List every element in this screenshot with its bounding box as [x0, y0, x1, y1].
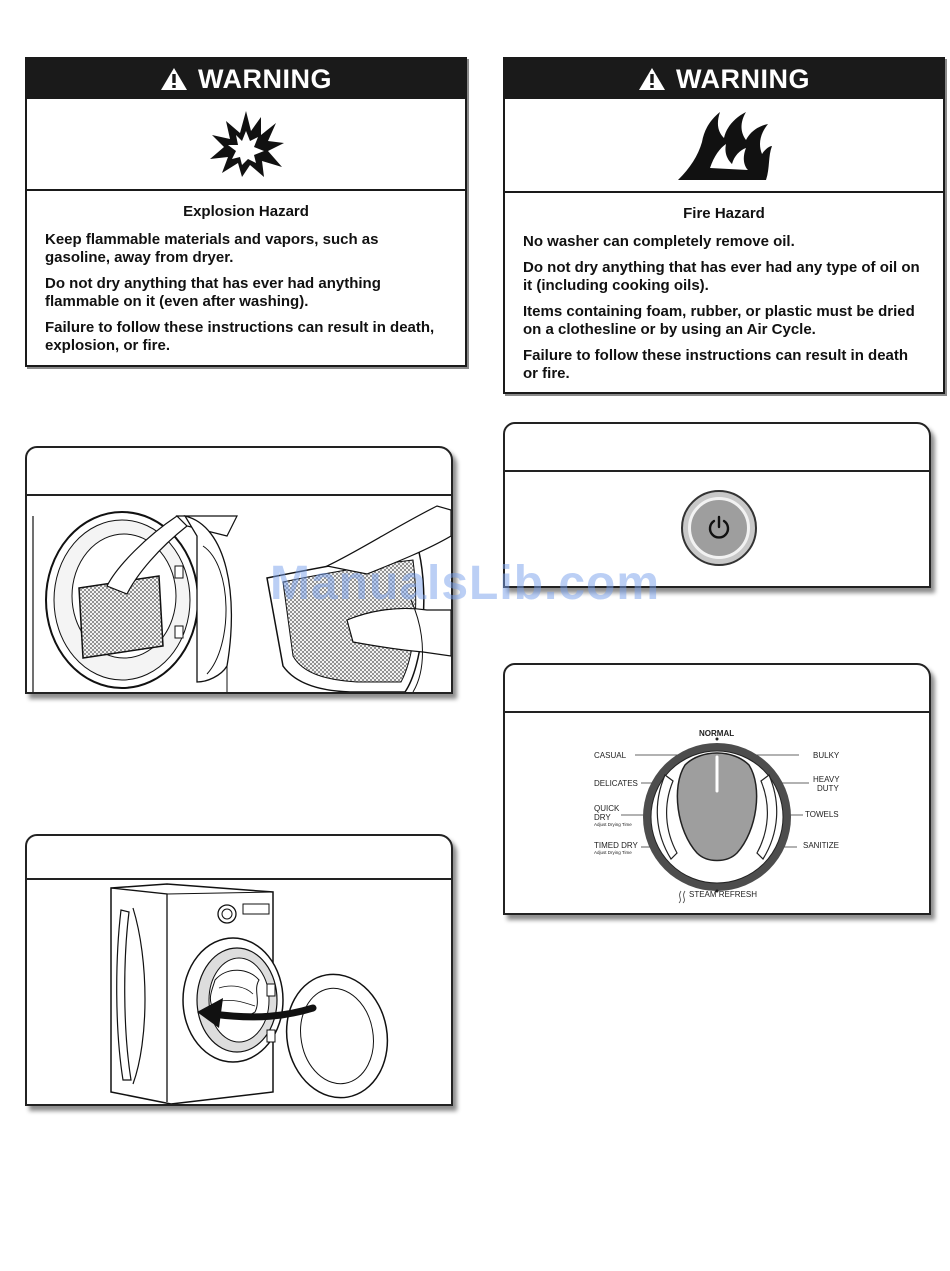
warning-paragraph: Keep flammable materials and vapors, such as gasoline, away from dryer.: [45, 231, 379, 266]
warning-paragraph: Items containing foam, rubber, or plastic must be dried on a clothesline or by using an Air Cycle.: [523, 303, 915, 338]
dial-label-delicates: DELICATES: [594, 779, 638, 788]
load-dryer-illustration: [27, 880, 451, 1104]
power-icon: [706, 515, 732, 541]
dial-label-normal: NORMAL: [699, 729, 735, 738]
card-header: [505, 424, 929, 472]
hazard-title: Fire Hazard: [683, 205, 765, 222]
fire-icon: [674, 108, 774, 182]
warning-paragraph: Do not dry anything that has ever had any type of oil on it (including cooking oils).: [523, 259, 920, 294]
fire-warning-box: [503, 57, 945, 394]
dial-label-dry: DRY: [594, 813, 611, 822]
hazard-title: Explosion Hazard: [183, 203, 309, 220]
warning-triangle-icon: [638, 67, 666, 91]
warning-body: [27, 191, 465, 375]
explosion-icon: [206, 109, 286, 179]
dial-sublabel-quick-dry: Adjust Drying Time: [594, 822, 632, 827]
dial-label-heavy: HEAVY: [813, 775, 840, 784]
fire-icon-row: [505, 99, 943, 193]
warning-header: [27, 59, 465, 99]
dial-label-sanitize: SANITIZE: [803, 841, 840, 850]
explosion-warning-box: [25, 57, 467, 367]
card-header: [27, 836, 451, 880]
warning-paragraph: Do not dry anything that has ever had anything flammable on it (even after washing).: [45, 275, 381, 310]
warning-paragraph: Failure to follow these instructions can result in death or fire.: [523, 347, 909, 382]
warning-body: [505, 193, 943, 403]
warning-header: [505, 59, 943, 99]
warning-paragraph: Failure to follow these instructions can result in death, explosion, or fire.: [45, 319, 435, 354]
cycle-dial-card: [503, 663, 931, 915]
warning-paragraph: No washer can completely remove oil.: [523, 233, 795, 250]
dial-label-steam-refresh: STEAM REFRESH: [689, 890, 758, 899]
dial-label-quick: QUICK: [594, 804, 620, 813]
warning-triangle-icon: [160, 67, 188, 91]
dial-label-casual: CASUAL: [594, 751, 627, 760]
card-header: [505, 665, 929, 713]
cycle-dial-area: [505, 713, 929, 915]
power-button[interactable]: [681, 490, 757, 566]
dial-label-bulky: BULKY: [813, 751, 840, 760]
dial-label-duty: DUTY: [817, 784, 839, 793]
warning-title: WARNING: [676, 63, 810, 94]
card-header: [27, 448, 451, 496]
dial-label-towels: TOWELS: [805, 810, 839, 819]
explosion-icon-row: [27, 99, 465, 191]
warning-title: WARNING: [198, 63, 332, 94]
steam-icon: [679, 891, 685, 903]
cycle-dial-graphic: [505, 713, 929, 915]
watermark-text: ManualsLib.com: [270, 557, 661, 610]
dial-sublabel-timed-dry: Adjust Drying Time: [594, 850, 632, 855]
load-dryer-card: [25, 834, 453, 1106]
dial-label-timed-dry: TIMED DRY: [594, 841, 638, 850]
